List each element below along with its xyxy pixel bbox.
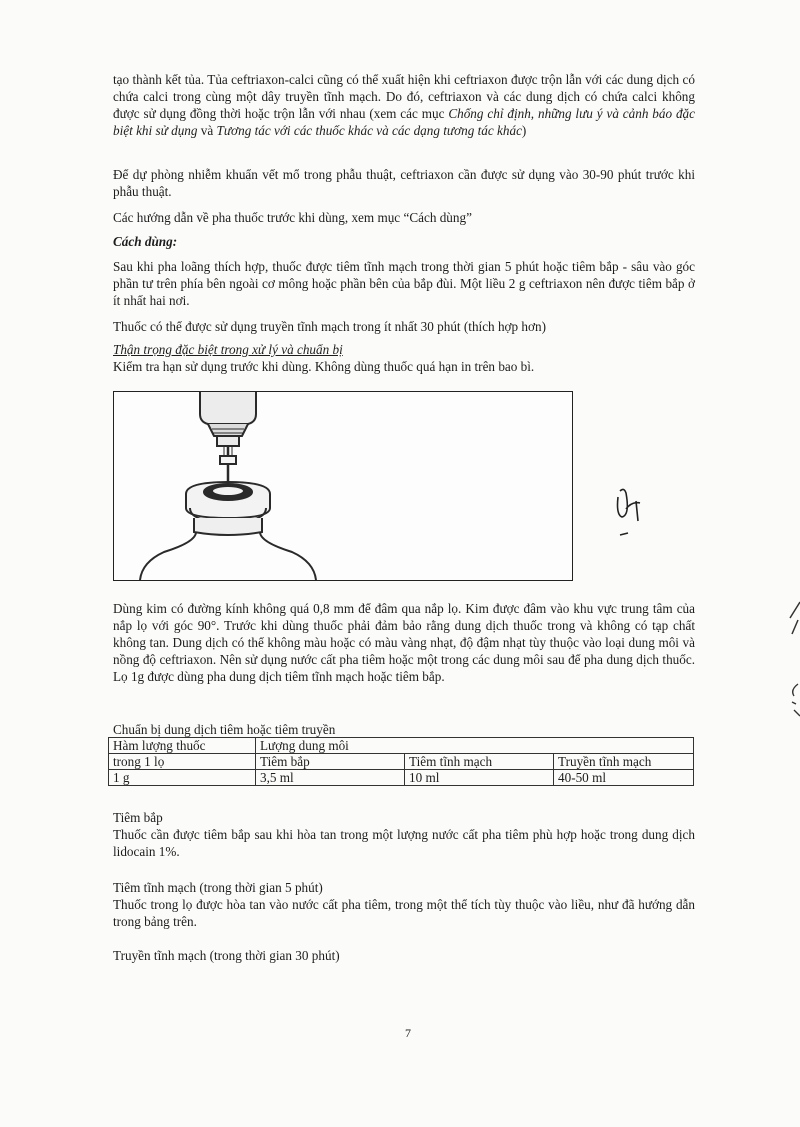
table-header-strength: Hàm lượng thuốc xyxy=(109,738,256,754)
paragraph-infusion: Thuốc có thể được sử dụng truyền tĩnh mạch trong ít nhất 30 phút (thích hợp hơn) xyxy=(113,319,546,334)
table-cell-iv-volume: 10 ml xyxy=(405,770,554,786)
table-subheader-im: Tiêm bắp xyxy=(256,754,405,770)
table-subheader-row xyxy=(109,754,694,770)
edge-mark xyxy=(788,680,800,720)
table-subheader-infusion: Truyền tĩnh mạch xyxy=(554,754,694,770)
heading-usage: Cách dùng: xyxy=(113,234,178,249)
heading-intravenous: Tiêm tĩnh mạch (trong thời gian 5 phút) xyxy=(113,880,323,895)
section-reference-interactions: Tương tác với các thuốc khác và các dạng tương tác khác xyxy=(216,123,522,138)
page-number: 7 xyxy=(405,1026,411,1040)
heading-handling-precautions: Thận trọng đặc biệt trong xử lý và chuẩn bị xyxy=(113,342,343,357)
vial-needle-icon xyxy=(114,392,572,580)
table-row xyxy=(109,770,694,786)
paragraph-surgical-prophylaxis: Để dự phòng nhiễm khuẩn vết mổ trong phẫu thuật, ceftriaxon cần được sử dụng vào 30-90 phút trước khi phẫu thuật. xyxy=(113,167,695,199)
table-cell-infusion-volume: 40-50 ml xyxy=(554,770,694,786)
edge-mark xyxy=(788,600,800,640)
table-header-row xyxy=(109,738,694,754)
paragraph-preparation-reference: Các hướng dẫn về pha thuốc trước khi dùng, xem mục “Cách dùng” xyxy=(113,210,472,225)
table-cell-strength: 1 g xyxy=(109,770,256,786)
paragraph-administration: Sau khi pha loãng thích hợp, thuốc được tiêm tĩnh mạch trong thời gian 5 phút hoặc tiêm bắp - sâu vào góc phần tư trên phía bên ngoài cơ mông hoặc phần bên của bắp đùi. Một liều 2 g ceftriaxon nên được tiêm bắp ở ít nhất hai nơi. xyxy=(113,259,695,308)
table-header-solvent: Lượng dung môi xyxy=(256,738,694,754)
paragraph-intramuscular: Thuốc cần được tiêm bắp sau khi hòa tan trong một lượng nước cất pha tiêm phù hợp hoặc trong dung dịch lidocain 1%. xyxy=(113,827,695,859)
heading-intramuscular: Tiêm bắp xyxy=(113,810,163,825)
paragraph-intravenous: Thuốc trong lọ được hòa tan vào nước cất pha tiêm, trong một thể tích tùy thuộc vào liều, như đã hướng dẫn trong bảng trên. xyxy=(113,897,695,929)
paragraph-calcium-precipitate: tạo thành kết tủa. Tủa ceftriaxon-calci cũng có thể xuất hiện khi ceftriaxon được trộn lẫn với các dung dịch có chứa calci trong cùng một dây truyền tĩnh mạch. Do đó, ceftriaxon và các dung dịch có chứa calci không được sử dụng đồng thời hoặc trộn lẫn với nhau (xem các mục Chống chỉ định, những lưu ý và cảnh báo đặc biệt khi sử dụng và Tương tác với các thuốc khác và các dạng tương tác khác) xyxy=(113,72,695,138)
heading-infusion: Truyền tĩnh mạch (trong thời gian 30 phút) xyxy=(113,948,340,963)
preparation-table xyxy=(108,737,694,786)
paragraph-needle-preparation: Dùng kim có đường kính không quá 0,8 mm để đâm qua nắp lọ. Kim được đâm vào khu vực trung tâm của nắp lọ với góc 90°. Trước khi dùng thuốc phải đảm bảo rằng dung dịch thuốc trong và không có tạp chất không tan. Dung dịch có thể không màu hoặc có màu vàng nhạt, độ đậm nhạt tùy thuộc vào loại dung môi và nồng độ ceftriaxon. Nên sử dụng nước cất pha tiêm hoặc một trong các dung môi sau để pha dung dịch thuốc. Lọ 1g được dùng pha dung dịch tiêm tĩnh mạch hoặc tiêm bắp. xyxy=(113,601,695,684)
section-reference-contraindications: Chống chỉ định, những lưu ý và cảnh báo đặc biệt khi sử dụng xyxy=(113,106,695,138)
table-header-strength-line2: trong 1 lọ xyxy=(109,754,256,770)
signature-mark xyxy=(612,485,662,545)
table-cell-im-volume: 3,5 ml xyxy=(256,770,405,786)
table-title: Chuẩn bị dung dịch tiêm hoặc tiêm truyền xyxy=(113,722,336,737)
vial-needle-illustration xyxy=(113,391,573,581)
table-subheader-iv: Tiêm tĩnh mạch xyxy=(405,754,554,770)
paragraph-expiry-check: Kiểm tra hạn sử dụng trước khi dùng. Không dùng thuốc quá hạn in trên bao bì. xyxy=(113,359,535,374)
